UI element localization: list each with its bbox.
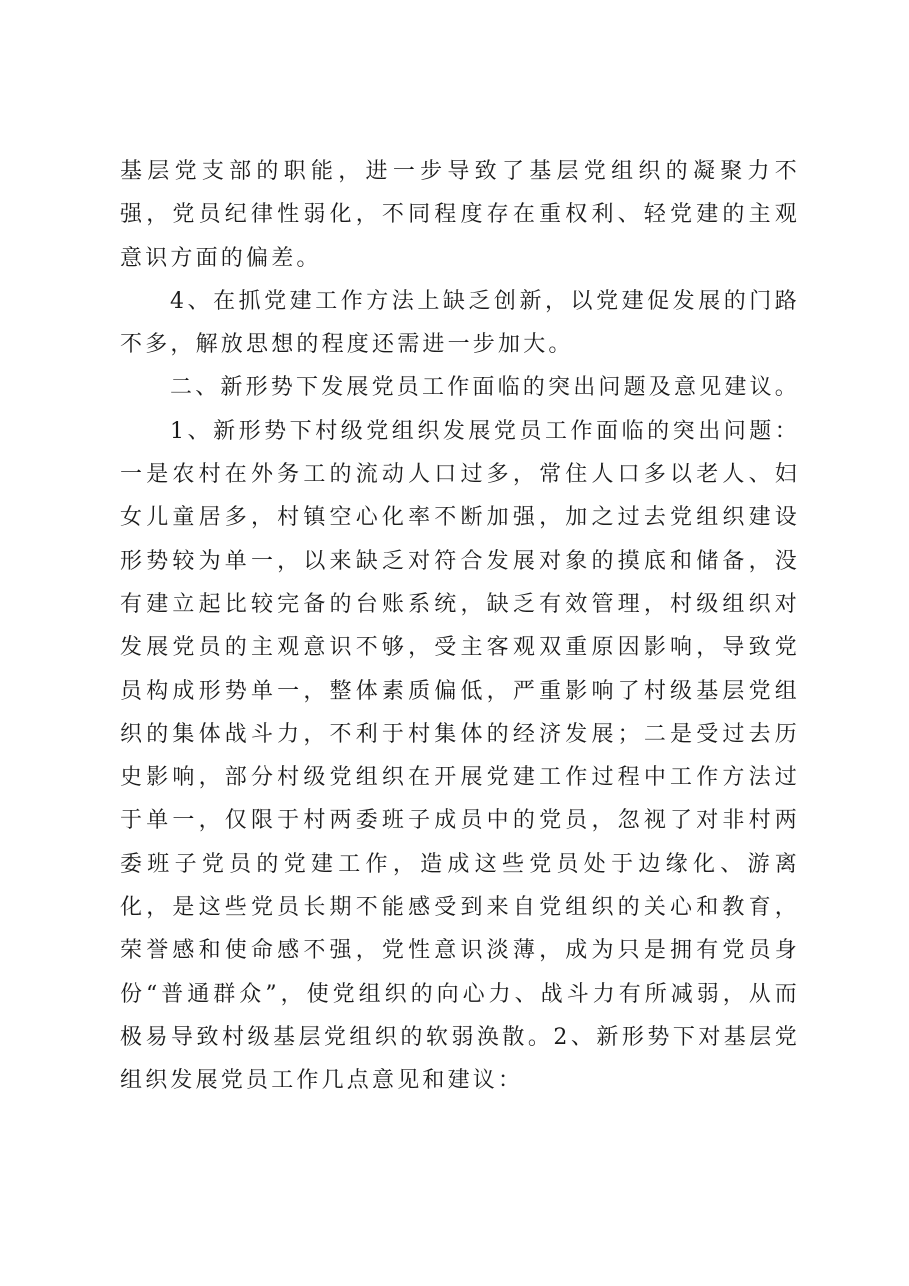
paragraph-item-1: 1、新形势下村级党组织发展党员工作面临的突出问题：一是农村在外务工的流动人口过多，常住人口多以老人、妇女儿童居多，村镇空心化率不断加强，加之过去党组织建设形势较为单一，以来缺乏对符合发展对象的摸底和储备，没有建立起比较完备的台账系统，缺乏有效管理，村级组织对发展党员的主观意识不够，受主客观双重原因影响，导致党员构成形势单一，整体素质偏低，严重影响了村级基层党组织的集体战斗力，不利于村集体的经济发展；二是受过去历史影响，部分村级党组织在开展党建工作过程中工作方法过于单一，仅限于村两委班子成员中的党员，忽视了对非村两委班子党员的党建工作，造成这些党员处于边缘化、游离化，是这些党员长期不能感受到来自党组织的关心和教育，荣誉感和使命感不强，党性意识淡薄，成为只是拥有党员身份“普通群众”，使党组织的向心力、战斗力有所减弱，从而极易导致村级基层党组织的软弱涣散。2、新形势下对基层党组织发展党员工作几点意见和建议： <box>120 418 800 1094</box>
document-body <box>120 150 800 1103</box>
paragraph-continuation: 基层党支部的职能，进一步导致了基层党组织的凝聚力不强，党员纪律性弱化，不同程度存在重权利、轻党建的主观意识方面的偏差。 <box>120 159 800 271</box>
section-heading-2: 二、新形势下发展党员工作面临的突出问题及意见建议。 <box>170 375 801 401</box>
paragraph-item-4: 4、在抓党建工作方法上缺乏创新，以党建促发展的门路不多，解放思想的程度还需进一步加大。 <box>120 288 800 358</box>
